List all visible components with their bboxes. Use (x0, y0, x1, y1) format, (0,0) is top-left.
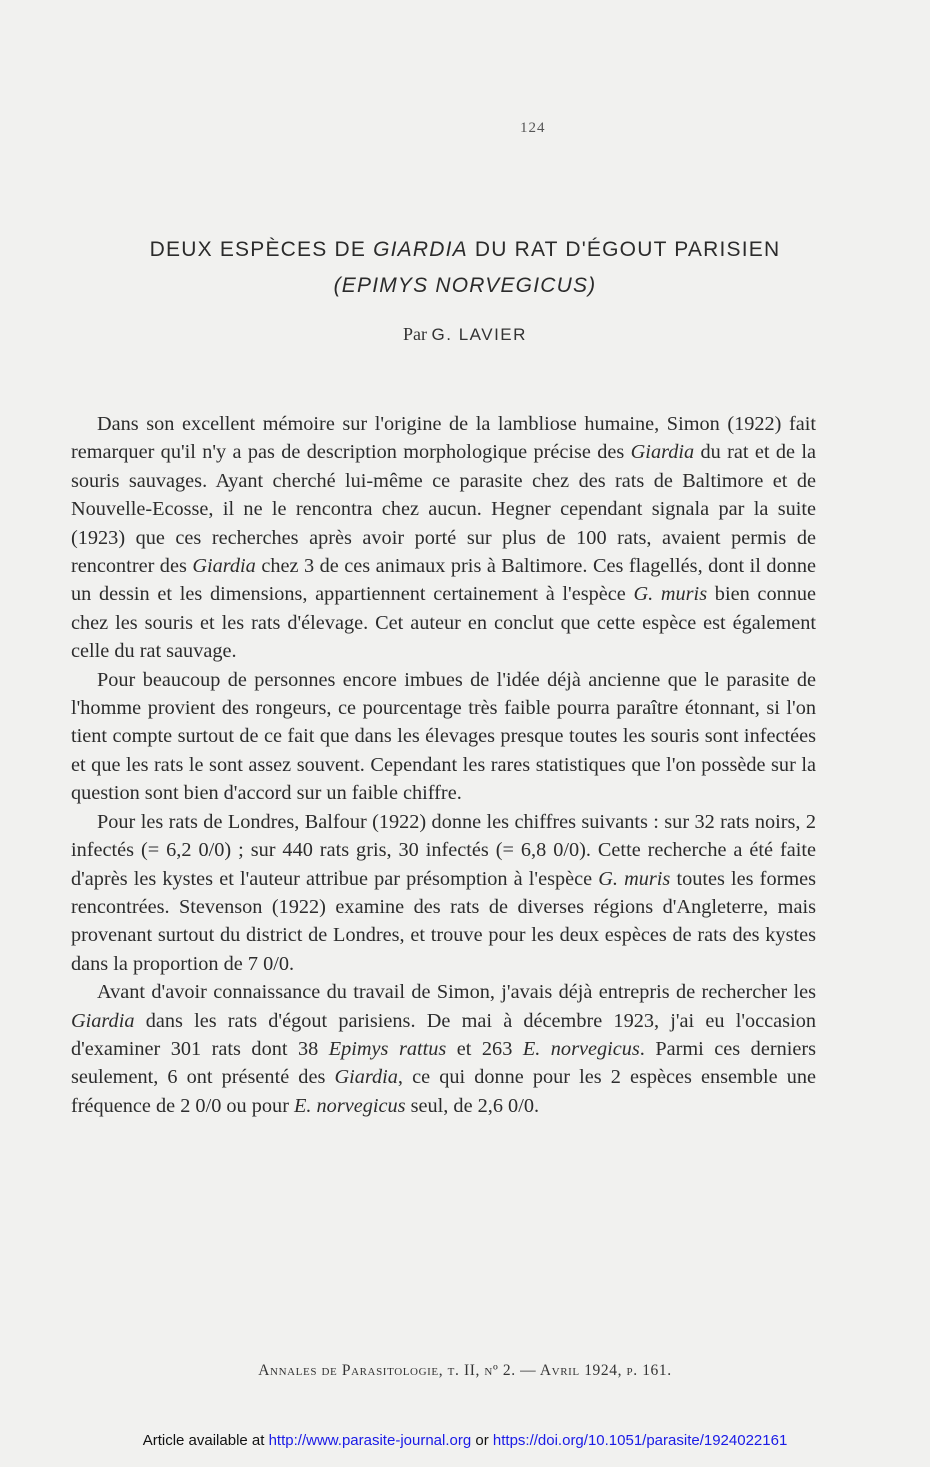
paragraph (71, 666, 816, 808)
italic-term: Giardia (71, 1009, 135, 1032)
italic-term: G. muris (598, 867, 671, 890)
title-species: (EPIMYS NORVEGICUS) (333, 274, 597, 297)
text-run: chez 3 de ces animaux pris à Baltimore. Ces flagellés, dont il donne un dessin et les dimensions, appartiennent certainement à l'espèce (71, 555, 816, 606)
italic-term: G. muris (633, 583, 708, 606)
italic-term: Epimys rattus (328, 1037, 447, 1060)
text-run: , ce qui donne pour les 2 espèces ensemble une fréquence de 2 0/0 ou pour (71, 1066, 816, 1117)
text-run: seul, de 2,6 0/0. (405, 1094, 540, 1117)
text-run: . Parmi ces derniers seulement, 6 ont présenté des (71, 1037, 817, 1089)
journal-link[interactable]: http://www.parasite-journal.org (268, 1432, 472, 1449)
title-genus: GIARDIA (373, 238, 468, 261)
paragraph (71, 978, 816, 1120)
paragraph (71, 808, 816, 978)
title-line-1-a: DEUX ESPÈCES DE (149, 238, 374, 261)
doi-link[interactable]: https://doi.org/10.1051/parasite/1924022161 (492, 1432, 788, 1449)
author-name: G. LAVIER (431, 325, 527, 344)
text-run: Pour les rats de Londres, Balfour (1922) donne les chiffres suivants : sur 32 rats noirs, 2 infectés (= 6,2 0/0) ; sur 440 rats gris, 30 infectés (= 6,8 0/0). Cette recherche a été faite d'après les kystes et l'auteur attribue par présomption à l'espèce (71, 810, 816, 890)
text-run: Dans son excellent mémoire sur l'origine de la lambliose humaine, Simon (1922) fait remarquer qu'il n'y a pas de description morphologique précise des (71, 413, 816, 464)
byline (0, 324, 930, 345)
paragraph (71, 410, 816, 666)
article-title (0, 232, 930, 304)
text-run: dans les rats d'égout parisiens. De mai à décembre 1923, j'ai eu l'occasion d'examiner 301 rats dont 38 (71, 1009, 816, 1060)
text-run: du rat et de la souris sauvages. Ayant cherché lui-même ce parasite chez des rats de Baltimore et de Nouvelle-Ecosse, il ne le rencontra chez aucun. Hegner cependant signala par la suite (1923) que ces recherches après avoir porté sur plus de 100 rats, avaient permis de rencontrer des (71, 441, 816, 578)
text-run: Avant d'avoir connaissance du travail de Simon, j'avais déjà entrepris de rechercher les (97, 981, 816, 1004)
byline-prefix: Par (403, 324, 432, 344)
journal-citation: Annales de Parasitologie, t. II, nº 2. — Avril 1924, p. 161. (258, 1362, 672, 1379)
page-number: 124 (520, 120, 546, 136)
italic-term: E. norvegicus (522, 1037, 640, 1060)
text-run: toutes les formes rencontrées. Stevenson (1922) examine des rats de diverses régions d'Angleterre, mais provenant surtout du district de Londres, et trouve pour les deux espèces de rats des kystes dans la proportion de 7 0/0. (71, 867, 817, 975)
title-line-2 (0, 268, 930, 304)
text-run: bien connue chez les souris et les rats d'élevage. Cet auteur en conclut que cette espèce est également celle du rat sauvage. (71, 583, 817, 663)
article-body (71, 410, 816, 1120)
italic-term: Giardia (192, 555, 256, 578)
availability-footer (0, 1432, 930, 1449)
title-line-1 (0, 232, 930, 268)
italic-term: Giardia (630, 441, 695, 464)
text-run: et 263 (446, 1037, 523, 1060)
title-line-1-b: DU RAT D'ÉGOUT PARISIEN (467, 238, 781, 261)
italic-term: Giardia (334, 1066, 398, 1089)
italic-term: E. norvegicus (294, 1094, 406, 1117)
footer-middle: or (471, 1432, 493, 1449)
text-run: Pour beaucoup de personnes encore imbues de l'idée déjà ancienne que le parasite de l'homme provient des rongeurs, ce pourcentage très faible pourra paraître étonnant, si l'on tient compte surtout de ce fait que dans les élevages presque toutes les souris sont infectées et que les rats le sont assez souvent. Cependant les rares statistiques que l'on possède sur la question sont bien d'accord sur un faible chiffre. (71, 668, 816, 805)
footer-prefix: Article available at (142, 1432, 269, 1449)
